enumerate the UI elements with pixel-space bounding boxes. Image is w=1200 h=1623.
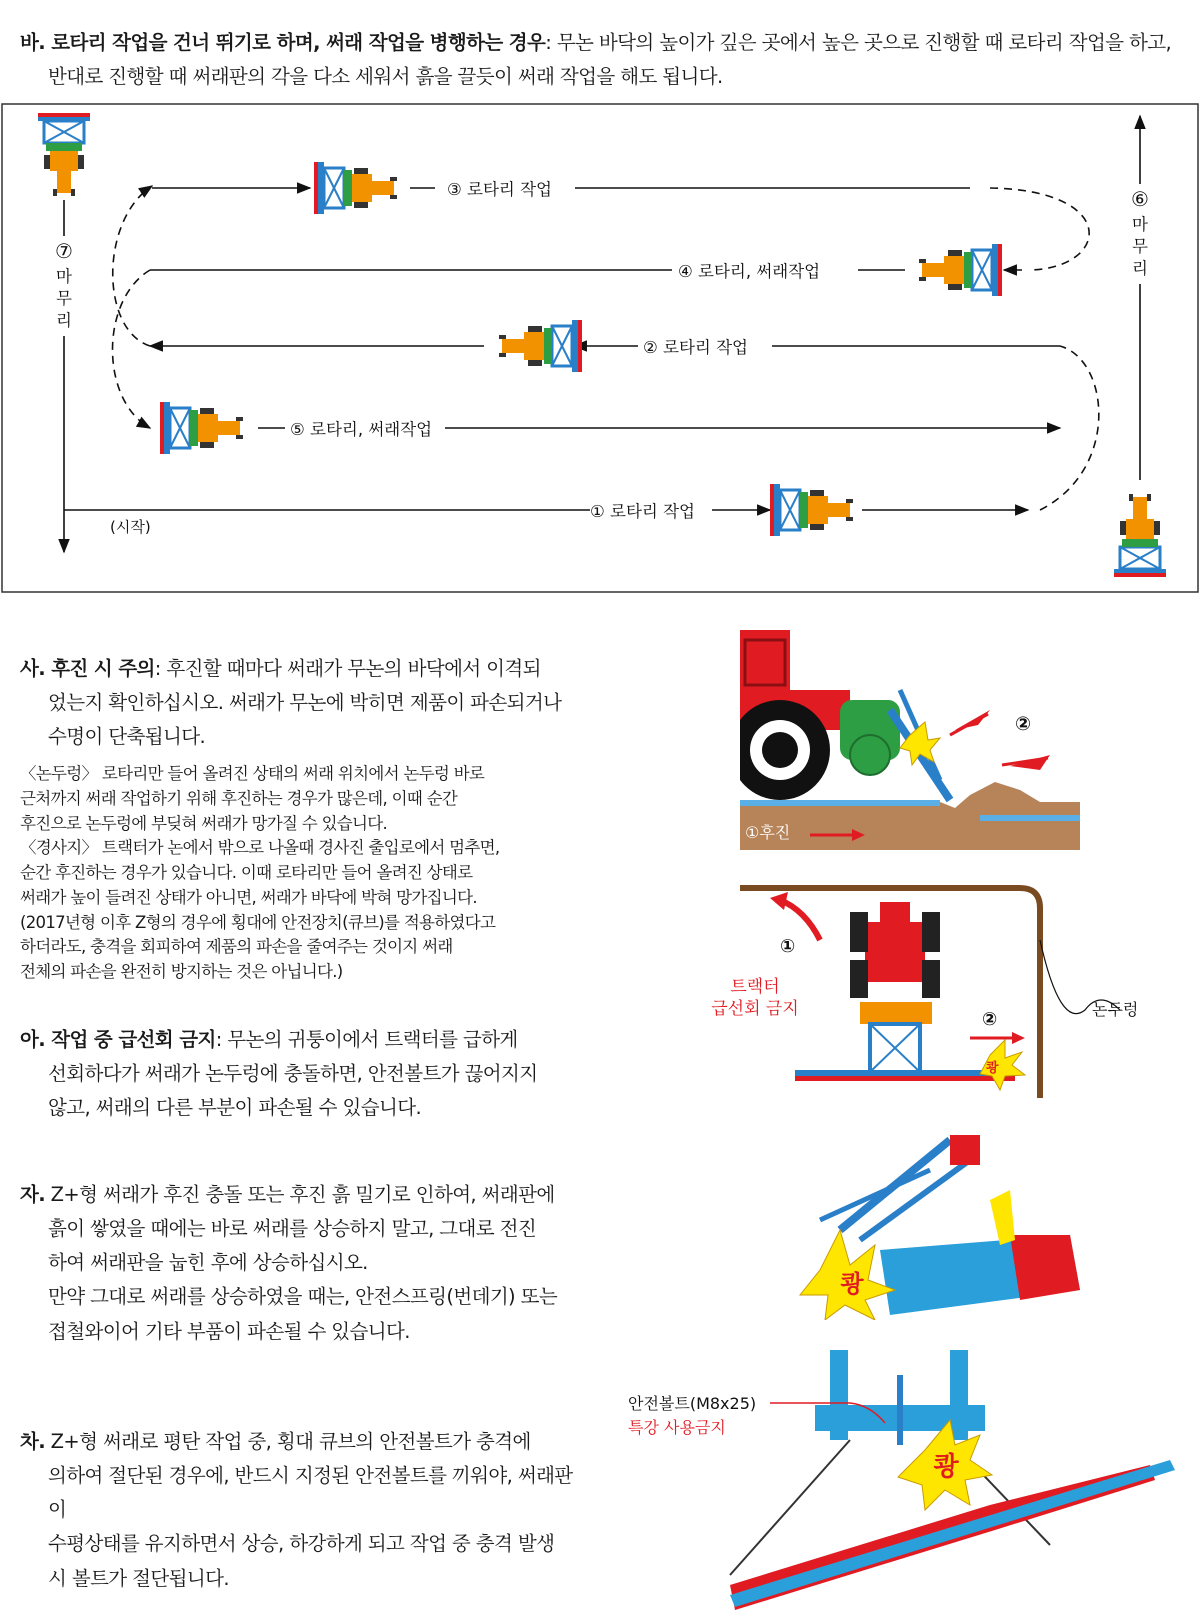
tractor-path1-icon [770, 484, 853, 536]
section-sa-line2: 었는지 확인하십시오. 써래가 무논에 박히면 제품이 파손되거나 [48, 691, 562, 715]
section-cha-prefix: 차. [20, 1430, 46, 1453]
path6-char3: 리 [1132, 259, 1148, 278]
slope-note-line3: 써래가 높이 들려진 상태가 아니면, 써래가 바닥에 박혀 망가집니다. [20, 887, 477, 907]
section-ja-line3: 하여 써래판을 눕힌 후에 상승하십시오. [48, 1251, 368, 1275]
slope-note-line2: 순간 후진하는 경우가 있습니다. 이때 로타리만 들어 올려진 상태로 [20, 863, 473, 882]
start-label: (시작) [110, 518, 151, 536]
section-sa-heading: 사. 후진 시 주의 [20, 657, 155, 680]
section-ja-line4: 만약 그대로 써래를 상승하였을 때는, 안전스프링(번데기) 또는 [48, 1285, 558, 1309]
fig4-bang: 쾅 [933, 1452, 959, 1482]
path2-label: ② 로타리 작업 [643, 338, 748, 357]
bolt-label: 안전볼트(M8x25) [628, 1394, 757, 1413]
path7-char2: 무 [56, 289, 72, 308]
path7-char1: 마 [56, 267, 72, 286]
section-ja-line1: Z+형 써래가 후진 충돌 또는 후진 흙 밀기로 인하여, 써래판에 [45, 1183, 555, 1206]
section-ja-prefix: 자. [20, 1183, 46, 1206]
section-ba-line2: 반대로 진행할 때 써래판의 각을 다소 세워서 흙을 끌듯이 써래 작업을 해도 됩니다. [48, 65, 723, 89]
fig2-warn1: 트랙터 [730, 977, 780, 997]
fig2-warn2: 급선회 금지 [711, 999, 799, 1019]
sharp-turn-figure [700, 880, 1180, 1110]
tractor-path6-icon [1114, 494, 1166, 577]
section-cha-line1: Z+형 써래로 평탄 작업 중, 횡대 큐브의 안전볼트가 충격에 [45, 1430, 531, 1453]
section-ba-line1: : 무논 바닥의 높이가 깊은 곳에서 높은 곳으로 진행할 때 로타리 작업을 하고, [545, 31, 1172, 54]
section-sa-line3: 수명이 단축됩니다. [48, 725, 206, 749]
tractor-path4-icon [919, 244, 1002, 296]
fig2-bang: 쾅 [986, 1061, 999, 1076]
tractor-path2-icon [499, 320, 582, 372]
fig2-n1: ① [780, 936, 796, 957]
work-path-diagram [0, 0, 1200, 600]
tractor-path5-icon [160, 402, 243, 454]
fig3-bang: 쾅 [840, 1270, 864, 1298]
model-note-line2: 하더라도, 충격을 회피하여 제품의 파손을 줄여주는 것이지 써래 [20, 937, 453, 957]
path7-char3: 리 [56, 311, 72, 330]
section-a-line2: 선회하다가 써래가 논두렁에 충돌하면, 안전볼트가 끊어지지 [48, 1062, 538, 1086]
section-a-line3: 않고, 써래의 다른 부분이 파손될 수 있습니다. [48, 1096, 422, 1120]
path7-number: ⑦ [55, 239, 73, 263]
safety-bolt-figure [620, 1345, 1180, 1615]
path5-label: ⑤ 로타리, 써래작업 [290, 420, 433, 439]
section-ja-line5: 접철와이어 기타 부품이 파손될 수 있습니다. [48, 1319, 410, 1343]
section-a-line1: : 무논의 귀퉁이에서 트랙터를 급하게 [215, 1028, 518, 1051]
section-a-heading: 아. 작업 중 급선회 금지 [20, 1028, 216, 1051]
path4-label: ④ 로타리, 써래작업 [678, 262, 821, 281]
section-cha-line4: 시 볼트가 절단됩니다. [48, 1566, 229, 1590]
tractor-path7-icon [38, 113, 90, 196]
levee-note-line3: 후진으로 논두렁에 부딪혀 써래가 망가질 수 있습니다. [20, 813, 388, 833]
section-cha-line2: 의하여 절단된 경우에, 반드시 지정된 안전볼트를 끼워야, 써래판이 [48, 1464, 573, 1522]
model-note-line3: 전체의 파손을 완전히 방지하는 것은 아닙니다.) [20, 962, 343, 981]
bolt-warning: 특강 사용금지 [628, 1418, 726, 1437]
reverse-figure [740, 630, 1080, 860]
fig2-n2: ② [982, 1009, 998, 1030]
tractor-path3-icon [314, 162, 397, 214]
section-cha-line3: 수평상태를 유지하면서 상승, 하강하게 되고 작업 중 충격 발생 [48, 1532, 555, 1556]
slope-note-line1: 〈경사지〉 트랙터가 논에서 밖으로 나올때 경사진 출입로에서 멈추면, [20, 838, 500, 858]
raise-figure [780, 1120, 1100, 1320]
model-note-line1: (2017년형 이후 Z형의 경우에 횡대에 안전장치(큐브)를 적용하였다고 [20, 912, 496, 932]
path6-char2: 무 [1132, 237, 1148, 256]
fig1-label-2: ② [1015, 713, 1032, 735]
section-ja-line2: 흙이 쌓였을 때에는 바로 써래를 상승하지 말고, 그대로 전진 [48, 1217, 537, 1241]
path3-label: ③ 로타리 작업 [447, 180, 552, 199]
fig1-label-1: ①후진 [745, 823, 791, 842]
path1-label: ① 로타리 작업 [590, 502, 695, 521]
levee-label: 논두렁 [1092, 1000, 1139, 1019]
section-sa-line1: : 후진할 때마다 써래가 무논의 바닥에서 이격되 [154, 657, 541, 680]
section-ba-heading: 바. 로타리 작업을 건너 뛰기로 하며, 써래 작업을 병행하는 경우 [20, 31, 546, 54]
path6-number: ⑥ [1131, 187, 1149, 211]
path6-char1: 마 [1132, 215, 1148, 234]
levee-note-line1: 〈논두렁〉 로타리만 들어 올려진 상태의 써래 위치에서 논두렁 바로 [20, 764, 485, 783]
levee-note-line2: 근처까지 써래 작업하기 위해 후진하는 경우가 많은데, 이때 순간 [20, 788, 458, 808]
